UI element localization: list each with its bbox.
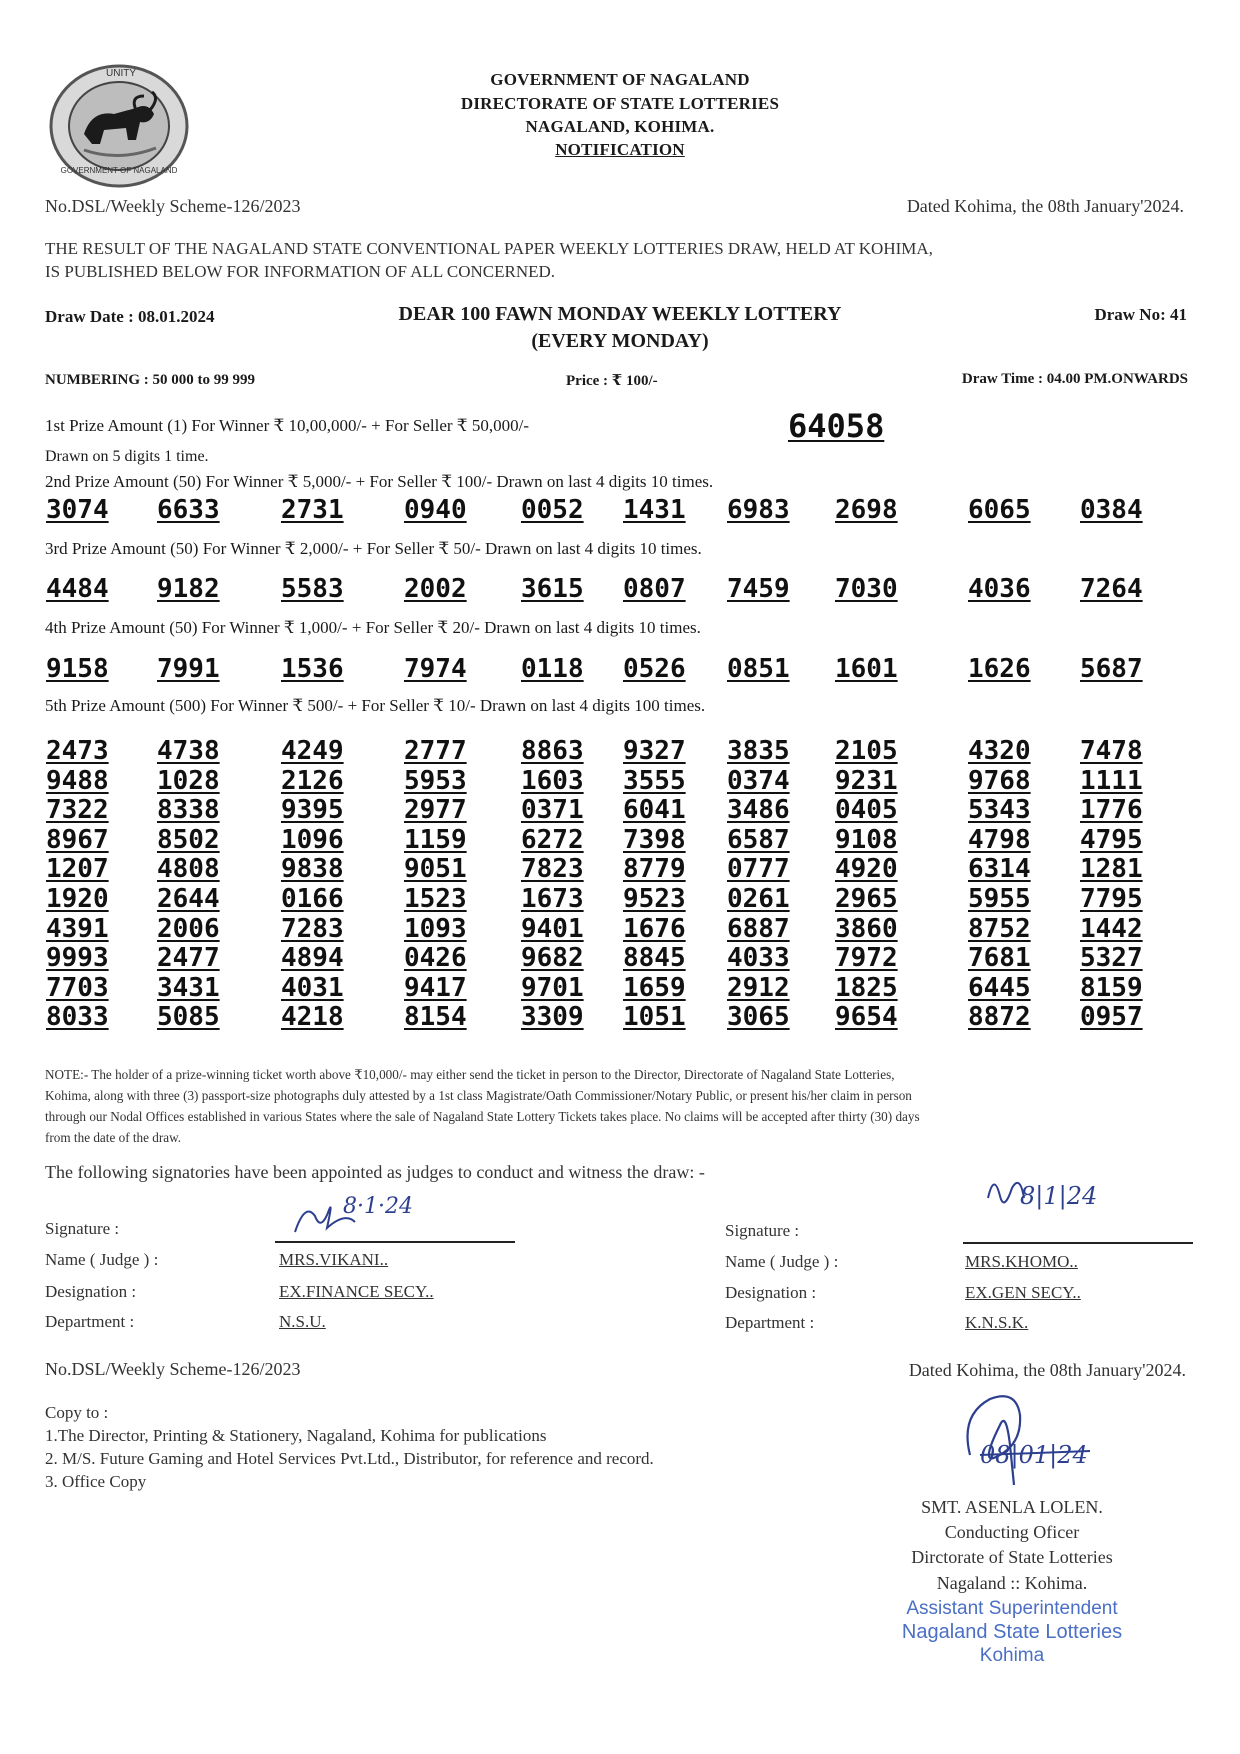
note-line-3: through our Nodal Offices established in various States where the sale of Nagaland State Lottery Tickets takes place. No claims will be accepted after thirty (30) days bbox=[45, 1109, 920, 1124]
judge2-department-label: Department : bbox=[725, 1313, 815, 1332]
prize5-number: 5343 bbox=[968, 795, 1031, 826]
prize2-number: 0940 bbox=[404, 495, 467, 525]
judge2-signature-label: Signature : bbox=[725, 1221, 800, 1240]
prize5-number: 4798 bbox=[968, 824, 1031, 855]
prize2-number: 3074 bbox=[46, 495, 109, 525]
prize5-number: 8033 bbox=[46, 1002, 109, 1033]
prize5-number: 3309 bbox=[521, 1002, 584, 1033]
prize5-number: 7823 bbox=[521, 854, 584, 885]
prize5-number: 4391 bbox=[46, 913, 109, 944]
judge1-name: MRS.VIKANI.. bbox=[279, 1250, 389, 1269]
prize5-number: 1825 bbox=[835, 972, 898, 1003]
judge1-department-label: Department : bbox=[45, 1312, 135, 1331]
judge2-department: K.N.S.K. bbox=[965, 1313, 1029, 1332]
prize2-number: 6983 bbox=[727, 495, 790, 525]
header-government: GOVERNMENT OF NAGALAND bbox=[490, 70, 750, 89]
prize5-number: 9682 bbox=[521, 943, 584, 974]
prize5-number: 9108 bbox=[835, 824, 898, 855]
prize5-number: 1159 bbox=[404, 824, 467, 855]
stamp-line-2: Nagaland State Lotteries bbox=[901, 1621, 1123, 1643]
prize5-number: 3555 bbox=[623, 765, 686, 796]
officer-organization: Dirctorate of State Lotteries bbox=[911, 1547, 1113, 1567]
prize5-number: 2977 bbox=[404, 795, 467, 826]
lottery-subtitle: (EVERY MONDAY) bbox=[531, 330, 709, 352]
prize5-number: 4894 bbox=[281, 943, 344, 974]
header-directorate: DIRECTORATE OF STATE LOTTERIES bbox=[460, 94, 780, 113]
prize5-number: 3431 bbox=[157, 972, 220, 1003]
prize5-number: 7703 bbox=[46, 972, 109, 1003]
prize5-number: 1096 bbox=[281, 824, 344, 855]
prize5-number: 2006 bbox=[157, 913, 220, 944]
prize5-number: 7681 bbox=[968, 943, 1031, 974]
prize4-description: 4th Prize Amount (50) For Winner ₹ 1,000/- + For Seller ₹ 20/- Drawn on last 4 digits 10 times. bbox=[45, 618, 701, 637]
prize5-number: 0405 bbox=[835, 795, 898, 826]
prize5-number: 2473 bbox=[46, 736, 109, 766]
prize5-number: 7283 bbox=[281, 913, 344, 944]
prize5-number: 3835 bbox=[727, 736, 790, 766]
prize5-number: 3065 bbox=[727, 1002, 790, 1033]
numbering-range: NUMBERING : 50 000 to 99 999 bbox=[45, 372, 255, 388]
prize5-number: 9488 bbox=[46, 765, 109, 796]
officer-signature bbox=[940, 1385, 1120, 1495]
prize5-number: 1920 bbox=[46, 884, 109, 914]
prize5-number: 5953 bbox=[404, 765, 467, 796]
prize5-number: 6587 bbox=[727, 824, 790, 855]
prize2-number: 6065 bbox=[968, 495, 1031, 525]
prize5-number: 8338 bbox=[157, 795, 220, 826]
prize5-number: 1207 bbox=[46, 854, 109, 885]
prize3-number: 0807 bbox=[623, 574, 686, 604]
prize5-number: 2105 bbox=[835, 736, 898, 766]
prize5-number: 5085 bbox=[157, 1002, 220, 1033]
prize5-number: 0957 bbox=[1080, 1002, 1143, 1033]
prize5-number: 9701 bbox=[521, 972, 584, 1003]
prize5-number: 1523 bbox=[404, 884, 467, 914]
prize5-number: 4920 bbox=[835, 854, 898, 885]
seal-bottom-text: GOVERNMENT OF NAGALAND bbox=[60, 166, 178, 175]
prize5-number: 4795 bbox=[1080, 824, 1143, 855]
footer-reference-number: No.DSL/Weekly Scheme-126/2023 bbox=[45, 1359, 301, 1379]
prize5-number: 9768 bbox=[968, 765, 1031, 796]
prize4-number: 9158 bbox=[46, 654, 109, 684]
prize3-number: 9182 bbox=[157, 574, 220, 604]
prize5-number: 2777 bbox=[404, 736, 467, 766]
intro-line-2: IS PUBLISHED BELOW FOR INFORMATION OF ALL CONCERNED. bbox=[45, 262, 556, 281]
prize5-number: 5955 bbox=[968, 884, 1031, 914]
judge2-name: MRS.KHOMO.. bbox=[965, 1252, 1078, 1271]
prize5-number: 9654 bbox=[835, 1002, 898, 1033]
prize3-number: 2002 bbox=[404, 574, 467, 604]
prize5-number: 8779 bbox=[623, 854, 686, 885]
prize5-number: 8845 bbox=[623, 943, 686, 974]
prize5-number: 9838 bbox=[281, 854, 344, 885]
seal-top-text: UNITY bbox=[106, 68, 136, 79]
prize5-number: 9401 bbox=[521, 913, 584, 944]
officer-title: Conducting Oficer bbox=[944, 1522, 1080, 1542]
note-line-1: NOTE:- The holder of a prize-winning ticket worth above ₹10,000/- may either send the ticket in person to the Director, Directorate of Nagaland State Lotteries, bbox=[45, 1067, 895, 1082]
header-place: NAGALAND, KOHIMA. bbox=[525, 117, 715, 136]
prize5-number: 7972 bbox=[835, 943, 898, 974]
prize4-number: 0526 bbox=[623, 654, 686, 684]
note-line-4: from the date of the draw. bbox=[45, 1130, 182, 1145]
prize5-number: 8159 bbox=[1080, 972, 1143, 1003]
judge2-signature-line bbox=[963, 1242, 1193, 1244]
prize5-number: 4249 bbox=[281, 736, 344, 766]
officer-place: Nagaland :: Kohima. bbox=[936, 1573, 1088, 1593]
prize3-number: 7459 bbox=[727, 574, 790, 604]
prize5-number: 0371 bbox=[521, 795, 584, 826]
prize5-number: 4808 bbox=[157, 854, 220, 885]
prize5-number: 2644 bbox=[157, 884, 220, 914]
prize5-number: 1603 bbox=[521, 765, 584, 796]
judge1-signature bbox=[285, 1192, 445, 1242]
prize5-number: 0166 bbox=[281, 884, 344, 914]
prize4-number: 1601 bbox=[835, 654, 898, 684]
note-line-2: Kohima, along with three (3) passport-size photographs duly attested by a 1st class Magistrate/Oath Commissioner/Notary Public, or present his/her claim in person bbox=[45, 1088, 912, 1103]
prize4-number: 1536 bbox=[281, 654, 344, 684]
judge1-signature-date: 8·1·24 bbox=[343, 1194, 413, 1219]
prize4-number: 1626 bbox=[968, 654, 1031, 684]
prize1-number: 64058 bbox=[788, 407, 885, 445]
prize5-number: 9993 bbox=[46, 943, 109, 974]
prize4-number: 7974 bbox=[404, 654, 467, 684]
prize3-description: 3rd Prize Amount (50) For Winner ₹ 2,000/- + For Seller ₹ 50/- Drawn on last 4 digits 10 times. bbox=[45, 539, 702, 558]
prize4-number: 0851 bbox=[727, 654, 790, 684]
stamp-line-3: Kohima bbox=[979, 1645, 1045, 1666]
prize5-number: 1673 bbox=[521, 884, 584, 914]
prize5-number: 8752 bbox=[968, 913, 1031, 944]
prize5-number: 1111 bbox=[1080, 765, 1143, 796]
prize5-number: 4033 bbox=[727, 943, 790, 974]
prize5-description: 5th Prize Amount (500) For Winner ₹ 500/- + For Seller ₹ 10/- Drawn on last 4 digits 100 times. bbox=[45, 696, 706, 715]
ticket-price: Price : ₹ 100/- bbox=[566, 373, 658, 389]
prize3-number: 4036 bbox=[968, 574, 1031, 604]
prize5-number: 3486 bbox=[727, 795, 790, 826]
prize5-number: 2126 bbox=[281, 765, 344, 796]
prize5-number: 5327 bbox=[1080, 943, 1143, 974]
draw-number: Draw No: 41 bbox=[1094, 305, 1187, 324]
prize5-number: 1093 bbox=[404, 913, 467, 944]
prize2-number: 2698 bbox=[835, 495, 898, 525]
prize5-number: 6041 bbox=[623, 795, 686, 826]
prize3-number: 5583 bbox=[281, 574, 344, 604]
judge2-designation-label: Designation : bbox=[725, 1283, 817, 1302]
prize5-number: 6272 bbox=[521, 824, 584, 855]
draw-date: Draw Date : 08.01.2024 bbox=[45, 307, 215, 326]
judge2-name-label: Name ( Judge ) : bbox=[725, 1252, 839, 1271]
prize5-number: 4218 bbox=[281, 1002, 344, 1033]
prize3-number: 7264 bbox=[1080, 574, 1143, 604]
prize5-number: 9327 bbox=[623, 736, 686, 766]
intro-line-1: THE RESULT OF THE NAGALAND STATE CONVENTIONAL PAPER WEEKLY LOTTERIES DRAW, HELD AT KOHIMA, bbox=[45, 239, 933, 258]
prize5-number: 1051 bbox=[623, 1002, 686, 1033]
prize5-number: 2477 bbox=[157, 943, 220, 974]
header-notification: NOTIFICATION bbox=[555, 140, 685, 159]
prize2-description: 2nd Prize Amount (50) For Winner ₹ 5,000/- + For Seller ₹ 100/- Drawn on last 4 digits 10 times. bbox=[45, 472, 714, 491]
prize5-number: 1028 bbox=[157, 765, 220, 796]
prize5-number: 7478 bbox=[1080, 736, 1143, 766]
prize5-number: 0261 bbox=[727, 884, 790, 914]
judge1-signature-line bbox=[275, 1241, 515, 1243]
judge1-department: N.S.U. bbox=[279, 1312, 326, 1331]
prize5-number: 2912 bbox=[727, 972, 790, 1003]
prize5-number: 8154 bbox=[404, 1002, 467, 1033]
prize4-number: 0118 bbox=[521, 654, 584, 684]
officer-signature-date: 08|01|24 bbox=[980, 1441, 1088, 1469]
stamp-line-1: Assistant Superintendent bbox=[906, 1598, 1118, 1619]
prize5-number: 7398 bbox=[623, 824, 686, 855]
draw-time: Draw Time : 04.00 PM.ONWARDS bbox=[961, 371, 1188, 387]
prize5-number: 1659 bbox=[623, 972, 686, 1003]
prize5-number: 1442 bbox=[1080, 913, 1143, 944]
prize5-number: 7322 bbox=[46, 795, 109, 826]
judge2-designation: EX.GEN SECY.. bbox=[965, 1283, 1081, 1302]
prize5-number: 6887 bbox=[727, 913, 790, 944]
prize4-number: 7991 bbox=[157, 654, 220, 684]
prize3-number: 4484 bbox=[46, 574, 109, 604]
prize5-number: 9417 bbox=[404, 972, 467, 1003]
prize5-number: 8872 bbox=[968, 1002, 1031, 1033]
prize5-number: 8967 bbox=[46, 824, 109, 855]
prize5-number: 1776 bbox=[1080, 795, 1143, 826]
prize2-number: 1431 bbox=[623, 495, 686, 525]
prize3-number: 7030 bbox=[835, 574, 898, 604]
prize5-number: 7795 bbox=[1080, 884, 1143, 914]
dated-line: Dated Kohima, the 08th January'2024. bbox=[906, 196, 1184, 216]
prize2-number: 6633 bbox=[157, 495, 220, 525]
judge1-designation: EX.FINANCE SECY.. bbox=[279, 1282, 434, 1301]
officer-name: SMT. ASENLA LOLEN. bbox=[921, 1497, 1103, 1517]
judge2-signature bbox=[980, 1168, 1100, 1226]
prize1-description: 1st Prize Amount (1) For Winner ₹ 10,00,000/- + For Seller ₹ 50,000/- bbox=[45, 416, 529, 435]
judges-intro: The following signatories have been appointed as judges to conduct and witness the draw: - bbox=[45, 1162, 705, 1182]
reference-number: No.DSL/Weekly Scheme-126/2023 bbox=[45, 196, 301, 216]
footer-dated-line: Dated Kohima, the 08th January'2024. bbox=[908, 1360, 1186, 1380]
judge2-signature-date: 8|1|24 bbox=[1020, 1182, 1098, 1210]
prize5-number: 9051 bbox=[404, 854, 467, 885]
prize5-number: 8502 bbox=[157, 824, 220, 855]
copy-item-3: 3. Office Copy bbox=[45, 1472, 147, 1491]
prize5-number: 0374 bbox=[727, 765, 790, 796]
copy-item-2: 2. M/S. Future Gaming and Hotel Services Pvt.Ltd., Distributor, for reference and record. bbox=[45, 1449, 654, 1468]
prize3-number: 3615 bbox=[521, 574, 584, 604]
prize4-number: 5687 bbox=[1080, 654, 1143, 684]
judge1-designation-label: Designation : bbox=[45, 1282, 137, 1301]
prize5-number: 1676 bbox=[623, 913, 686, 944]
prize5-number: 1281 bbox=[1080, 854, 1143, 885]
prize5-number: 9395 bbox=[281, 795, 344, 826]
prize5-number: 9523 bbox=[623, 884, 686, 914]
prize5-number: 0777 bbox=[727, 854, 790, 885]
judge1-signature-label: Signature : bbox=[45, 1219, 120, 1238]
lottery-title: DEAR 100 FAWN MONDAY WEEKLY LOTTERY bbox=[398, 303, 842, 325]
prize5-number: 2965 bbox=[835, 884, 898, 914]
prize5-number: 6314 bbox=[968, 854, 1031, 885]
prize5-number: 6445 bbox=[968, 972, 1031, 1003]
copy-item-1: 1.The Director, Printing & Stationery, Nagaland, Kohima for publications bbox=[45, 1426, 547, 1445]
prize5-number: 0426 bbox=[404, 943, 467, 974]
prize2-number: 2731 bbox=[281, 495, 344, 525]
prize5-number: 8863 bbox=[521, 736, 584, 766]
copy-to-label: Copy to : bbox=[45, 1403, 109, 1422]
prize2-number: 0052 bbox=[521, 495, 584, 525]
prize2-number: 0384 bbox=[1080, 495, 1143, 525]
prize5-number: 3860 bbox=[835, 913, 898, 944]
prize5-number: 4320 bbox=[968, 736, 1031, 766]
prize5-number: 4738 bbox=[157, 736, 220, 766]
prize5-number: 9231 bbox=[835, 765, 898, 796]
prize1-drawn-note: Drawn on 5 digits 1 time. bbox=[45, 448, 209, 465]
judge1-name-label: Name ( Judge ) : bbox=[45, 1250, 159, 1269]
prize5-number: 4031 bbox=[281, 972, 344, 1003]
